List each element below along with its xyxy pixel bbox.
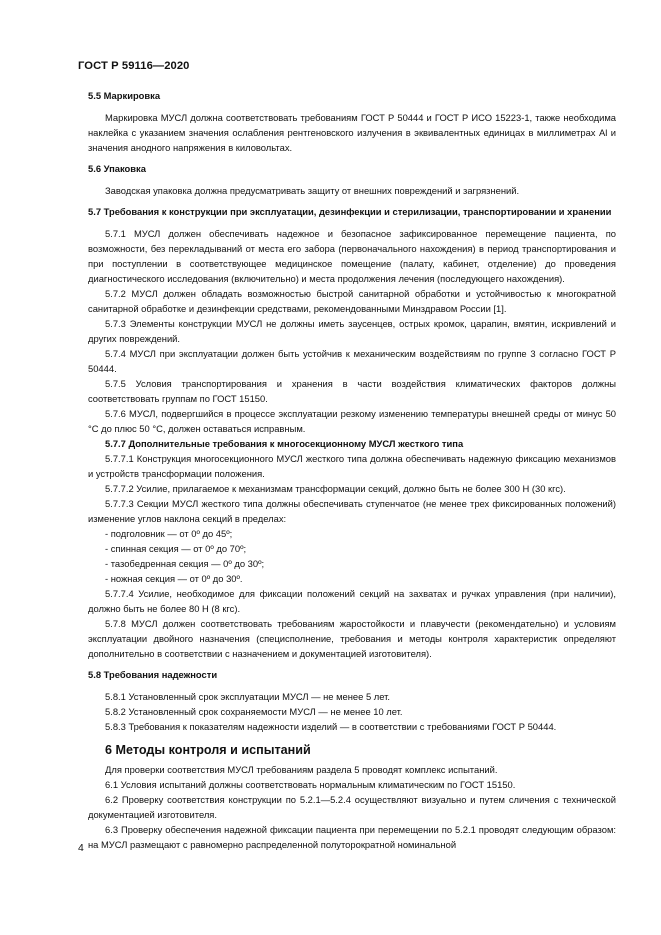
- page-number: 4: [78, 843, 84, 854]
- clause-5-7-5: 5.7.5 Условия транспортирования и хранения в части воздействия климатических факторов должны соответствовать группам по ГОСТ 15150.: [88, 378, 616, 404]
- section-5-6-text: Заводская упаковка должна предусматривать защиту от внешних повреждений и загрязнений.: [105, 185, 520, 196]
- section-5-6-heading: 5.6 Упаковка: [88, 163, 146, 174]
- clause-5-7-2: 5.7.2 МУСЛ должен обладать возможностью быстрой санитарной обработки и устойчивостью к многократной санитарной обработке и дезинфекции средствами, рекомендованными Минздравом России [1].: [88, 288, 616, 314]
- clause-5-7-6: 5.7.6 МУСЛ, подвергшийся в процессе эксплуатации резкому изменению температуры внешней среды от минус 50 °C до плюс 50 °C, должен оставаться исправным.: [88, 408, 616, 434]
- clause-5-7-1: 5.7.1 МУСЛ должен обеспечивать надежное и безопасное зафиксированное перемещение пациента, по возможности, без перекладываний от места его забора (первоначального нахождения) в период транспортирования и при поступлении в соответствующее медицинское помещение (палату, кабинет, отделение) до проведения диагностического исследования (включительно) и места продолжения лечения (последующего нахождения).: [88, 228, 616, 284]
- list-item: - спинная секция — от 0º до 70º;: [105, 543, 247, 554]
- clause-5-7-4: 5.7.4 МУСЛ при эксплуатации должен быть устойчив к механическим воздействиям по группе 3 согласно ГОСТ Р 50444.: [88, 348, 616, 374]
- page-content: [88, 88, 616, 852]
- clause-6-2: 6.2 Проверку соответствия конструкции по 5.2.1—5.2.4 осуществляют визуально и путем сличения с технической документацией изготовителя.: [88, 794, 616, 820]
- section-6-intro: Для проверки соответствия МУСЛ требованиям раздела 5 проводят комплекс испытаний.: [105, 764, 498, 775]
- section-5-5-text: Маркировка МУСЛ должна соответствовать требованиям ГОСТ Р 50444 и ГОСТ Р ИСО 15223-1, также необходима наклейка с указанием значения ослабления рентгеновского излучения в эквивалентных единицах в миллиметрах Al и значения анодного напряжения в киловольтах.: [88, 112, 616, 153]
- clause-5-8-1: 5.8.1 Установленный срок эксплуатации МУСЛ — не менее 5 лет.: [105, 691, 391, 702]
- section-6-heading: 6 Методы контроля и испытаний: [105, 743, 311, 757]
- section-5-5-heading: 5.5 Маркировка: [88, 90, 161, 101]
- clause-5-8-2: 5.8.2 Установленный срок сохраняемости МУСЛ — не менее 10 лет.: [105, 706, 403, 717]
- clause-6-3: 6.3 Проверку обеспечения надежной фиксации пациента при перемещении по 5.2.1 проводят следующим образом: на МУСЛ размещают с равномерно распределенной полуторократной номинальной: [88, 824, 616, 850]
- list-item: - тазобедренная секция — 0º до 30º;: [105, 558, 265, 569]
- list-item: - подголовник — от 0º до 45º;: [105, 528, 233, 539]
- document-header: ГОСТ Р 59116—2020: [78, 60, 190, 72]
- clause-5-7-7-3: 5.7.7.3 Секции МУСЛ жесткого типа должны обеспечивать ступенчатое (не менее трех фиксированных положений) изменение углов наклона секций в пределах:: [88, 498, 616, 524]
- clause-5-8-3: 5.8.3 Требования к показателям надежности изделий — в соответствии с требованиями ГОСТ Р 50444.: [105, 721, 557, 732]
- section-5-8-heading: 5.8 Требования надежности: [88, 669, 218, 680]
- list-item: - ножная секция — от 0º до 30º.: [105, 573, 243, 584]
- clause-5-7-7-2: 5.7.7.2 Усилие, прилагаемое к механизмам трансформации секций, должно быть не более 300 Н (30 кгс).: [105, 483, 566, 494]
- clause-6-1: 6.1 Условия испытаний должны соответствовать нормальным климатическим по ГОСТ 15150.: [105, 779, 516, 790]
- clause-5-7-7-heading: 5.7.7 Дополнительные требования к многосекционному МУСЛ жесткого типа: [105, 438, 464, 449]
- clause-5-7-7-1: 5.7.7.1 Конструкция многосекционного МУСЛ жесткого типа должна обеспечивать надежную фиксацию механизмов и устройств трансформации положения.: [88, 453, 616, 479]
- clause-5-7-7-4: 5.7.7.4 Усилие, необходимое для фиксации положений секций на захватах и ручках управления (при наличии), должно быть не более 80 Н (8 кгс).: [88, 588, 616, 614]
- clause-5-7-3: 5.7.3 Элементы конструкции МУСЛ не должны иметь заусенцев, острых кромок, царапин, вмятин, искривлений и других повреждений.: [88, 318, 616, 344]
- section-5-7-heading: 5.7 Требования к конструкции при эксплуатации, дезинфекции и стерилизации, транспортировании и хранении: [88, 206, 612, 217]
- clause-5-7-8: 5.7.8 МУСЛ должен соответствовать требованиям жаростойкости и плавучести (рекомендательно) и условиям эксплуатации двойного назначения (специсполнение, требования и методы контроля характеристик определяют дополнительно в соответствии с назначением и документацией изготовителя).: [88, 618, 616, 659]
